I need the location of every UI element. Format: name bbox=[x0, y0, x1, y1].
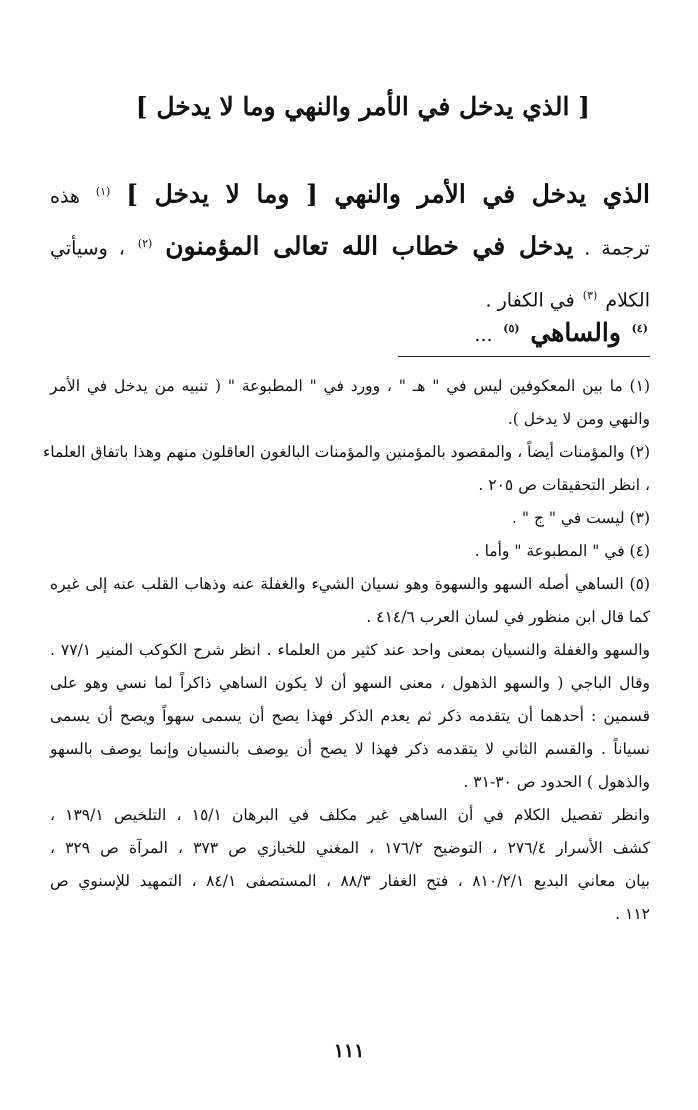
footnote-line: (٣) ليست في " ج " . bbox=[512, 509, 650, 527]
footnote-line: وقال الباجي ( والسهو الذهول ، معنى السهو أن لا يكون الساهي ذاكراً لما نسي وهو على bbox=[50, 674, 650, 692]
footnote-ref-5: (٥) bbox=[503, 321, 520, 335]
main-line-2-bold: يدخل في خطاب الله تعالى المؤمنون bbox=[165, 231, 574, 261]
main-line-4-bold: والساهي bbox=[530, 318, 621, 347]
footnote-line: والذهول ) الحدود ص ٣٠-٣١ . bbox=[463, 773, 650, 791]
footnote-line: وانظر تفصيل الكلام في أن الساهي غير مكلف في البرهان ١٥/١ ، التلخيص ١٣٩/١ ، bbox=[50, 806, 650, 824]
footnote-line: (٤) في " المطبوعة " وأما . bbox=[474, 542, 650, 560]
footnote-line: (١) ما بين المعكوفين ليس في " هـ " ، وورد في " المطبوعة " ( تنبيه من يدخل في الأمر bbox=[50, 377, 650, 395]
footnote-line: نسياناً . والقسم الثاني لا يتقدمه ذكر فهذا لا يصح أن يوصف بالنسيان وإنما يوصف بالسهو bbox=[50, 740, 650, 758]
footnote-line: بيان معاني البديع ٨١٠/٢/١ ، فتح الغفار ٨٨/٣ ، المستصفى ٨٤/١ ، التمهيد للإسنوي ص bbox=[50, 872, 650, 890]
main-line-2-head: ترجمة . bbox=[584, 237, 650, 260]
footnote-line: (٥) الساهي أصله السهو والسهوة وهو نسيان الشيء والغفلة عنه وذهاب القلب عنه إلى غيره bbox=[50, 575, 650, 593]
main-line-2 bbox=[50, 220, 650, 272]
footnotes bbox=[42, 370, 650, 931]
footnote-ref-2: (٢) bbox=[137, 237, 153, 250]
footnote-line: والسهو والغفلة والنسيان بمعنى واحد عند كثير من العلماء . انظر شرح الكوكب المنير ٧٧/١ . bbox=[50, 641, 650, 659]
main-text bbox=[50, 168, 650, 324]
footnote-line: (٢) والمؤمنات أيضاً ، والمقصود بالمؤمنين والمؤمنات البالغون العاقلون منهم وهذا باتفاق العلماء bbox=[42, 443, 650, 461]
footnote-line: ١١٢ . bbox=[615, 905, 650, 923]
footnote-ref-4: (٤) bbox=[631, 321, 648, 335]
main-line-1 bbox=[50, 168, 650, 220]
footnote-line: كما قال ابن منظور في لسان العرب ٤١٤/٦ . bbox=[366, 608, 650, 626]
footnote-line: كشف الأسرار ٢٧٦/٤ ، التوضيح ١٧٦/٢ ، المغني للخبازي ص ٣٧٣ ، المرآة ص ٣٢٩ ، bbox=[50, 839, 650, 857]
footnote-line: ، انظر التحقيقات ص ٢٠٥ . bbox=[478, 476, 650, 494]
footnote-ref-3: (٣) bbox=[582, 289, 598, 302]
main-line-4 bbox=[474, 318, 650, 347]
main-line-4-ellipsis: ... bbox=[474, 324, 493, 346]
footnote-line: والنهي ومن لا يدخل ). bbox=[507, 410, 650, 428]
footnote-divider bbox=[398, 356, 650, 357]
footnote-line: قسمين : أحدهما أن يتقدمه ذكر ثم يعدم الذكر فهذا يصح أن يسمى سهواً ويصح أن يسمى bbox=[50, 707, 650, 725]
main-line-3-head: الكلام bbox=[605, 289, 650, 312]
main-line-2-tail: ، وسيأتي bbox=[50, 237, 125, 260]
main-line-3 bbox=[50, 272, 650, 324]
page-number: ١١١ bbox=[333, 1040, 365, 1062]
footnote-ref-1: (١) bbox=[95, 185, 111, 198]
main-line-1-tail: هذه bbox=[50, 185, 80, 208]
main-line-1-bold: الذي يدخل في الأمر والنهي [ وما لا يدخل ] bbox=[126, 179, 650, 209]
main-line-3-tail: في الكفار . bbox=[485, 289, 575, 312]
section-heading: [ الذي يدخل في الأمر والنهي وما لا يدخل ] bbox=[135, 92, 590, 121]
